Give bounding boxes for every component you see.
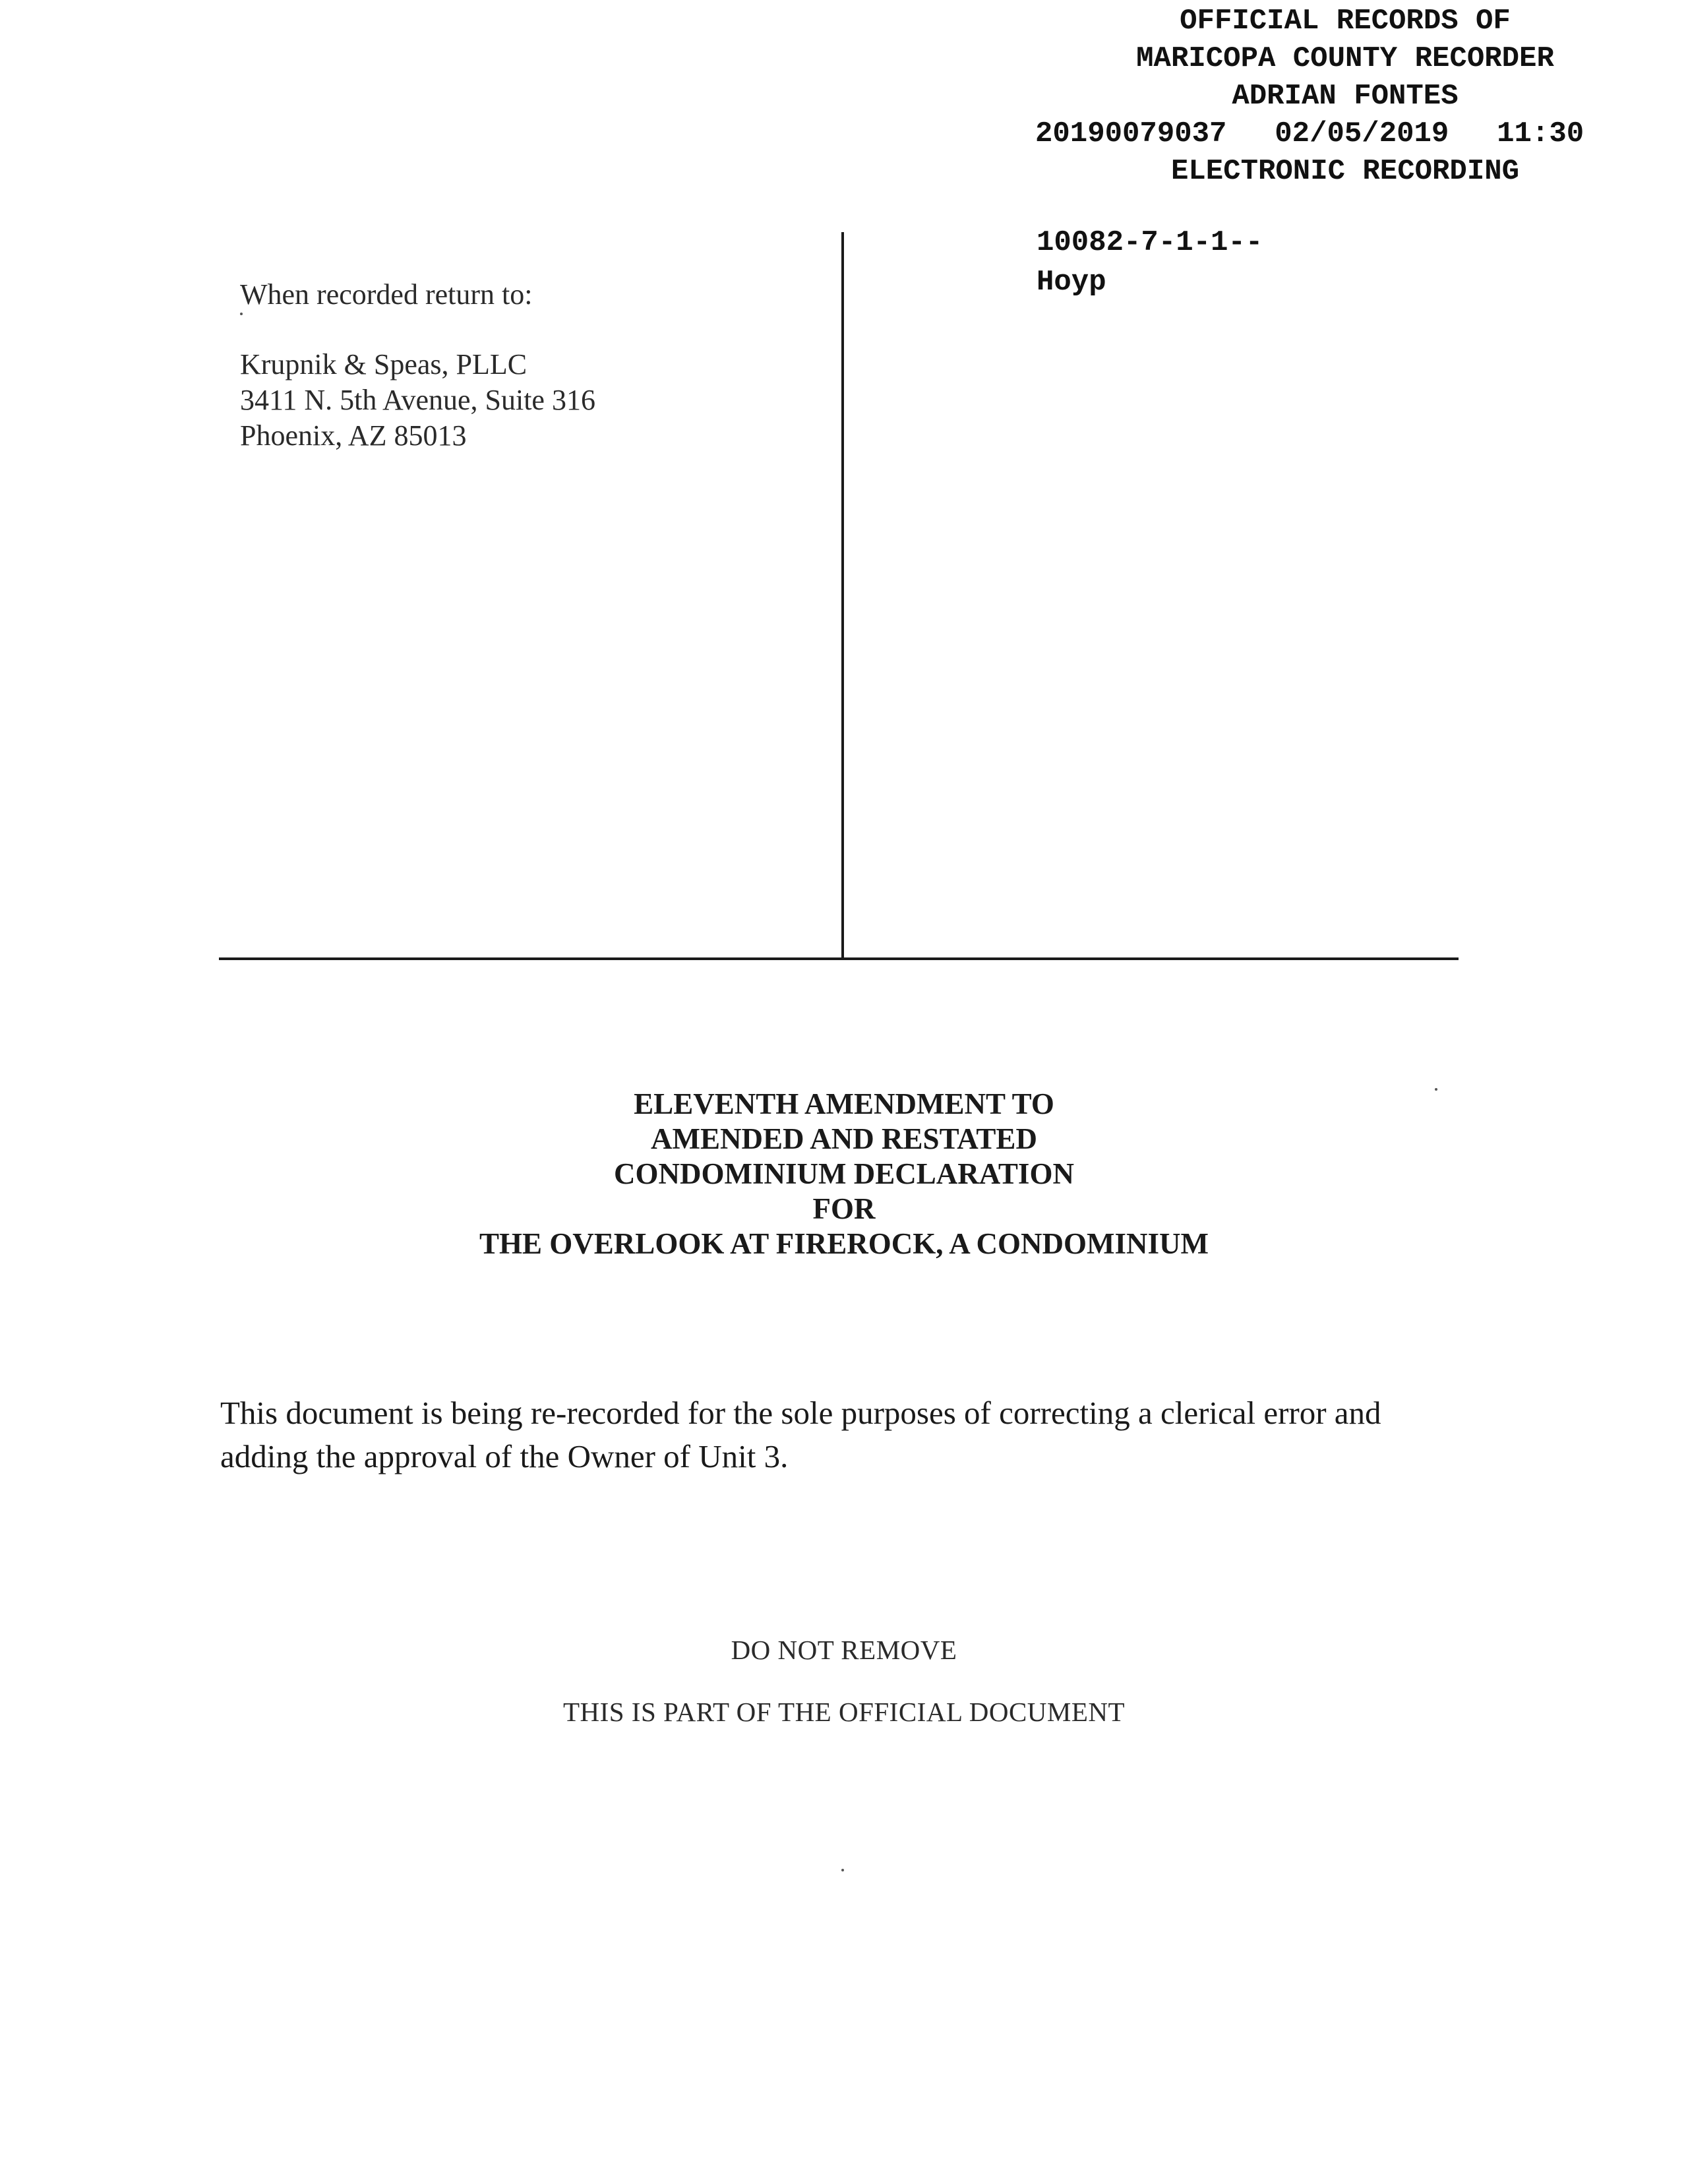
document-code: 10082-7-1-1-- (1037, 226, 1263, 259)
record-time: 11:30 (1497, 117, 1584, 150)
return-to-firm: Krupnik & Speas, PLLC (240, 348, 528, 380)
re-recording-statement: This document is being re-recorded for the sole purposes of correcting a clerical error and adding the approval of the Owner of Unit 3. (220, 1395, 1381, 1474)
scan-speck (240, 313, 243, 315)
return-to-block (240, 277, 595, 454)
record-number: 20190079037 (1035, 117, 1227, 150)
stamp-line-record-info (1035, 115, 1655, 153)
stamp-line-official-records: OFFICIAL RECORDS OF (1180, 5, 1511, 38)
title-line-1: ELEVENTH AMENDMENT TO (634, 1087, 1054, 1120)
return-to-label: When recorded return to: (240, 278, 533, 311)
document-reference (1037, 223, 1263, 302)
scan-speck (841, 1869, 844, 1871)
title-line-5: THE OVERLOOK AT FIREROCK, A CONDOMINIUM (479, 1227, 1209, 1260)
document-title (0, 1087, 1688, 1261)
return-to-city: Phoenix, AZ 85013 (240, 419, 467, 452)
recorder-stamp (1035, 3, 1655, 191)
title-line-2: AMENDED AND RESTATED (651, 1122, 1037, 1155)
stamp-line-county-recorder: MARICOPA COUNTY RECORDER (1136, 42, 1554, 75)
scan-speck (1435, 1088, 1437, 1091)
box-horizontal-divider (219, 957, 1459, 960)
notice-official-document: THIS IS PART OF THE OFFICIAL DOCUMENT (562, 1697, 1126, 1727)
stamp-line-electronic-recording: ELECTRONIC RECORDING (1170, 155, 1520, 188)
document-name: Hoyp (1037, 266, 1106, 299)
box-vertical-divider (841, 232, 844, 960)
notice-do-not-remove: DO NOT REMOVE (731, 1635, 957, 1665)
title-line-4: FOR (812, 1192, 876, 1225)
return-to-street: 3411 N. 5th Avenue, Suite 316 (240, 384, 595, 416)
record-date: 02/05/2019 (1275, 117, 1449, 150)
title-line-3: CONDOMINIUM DECLARATION (614, 1157, 1074, 1190)
stamp-line-recorder-name: ADRIAN FONTES (1232, 80, 1459, 113)
